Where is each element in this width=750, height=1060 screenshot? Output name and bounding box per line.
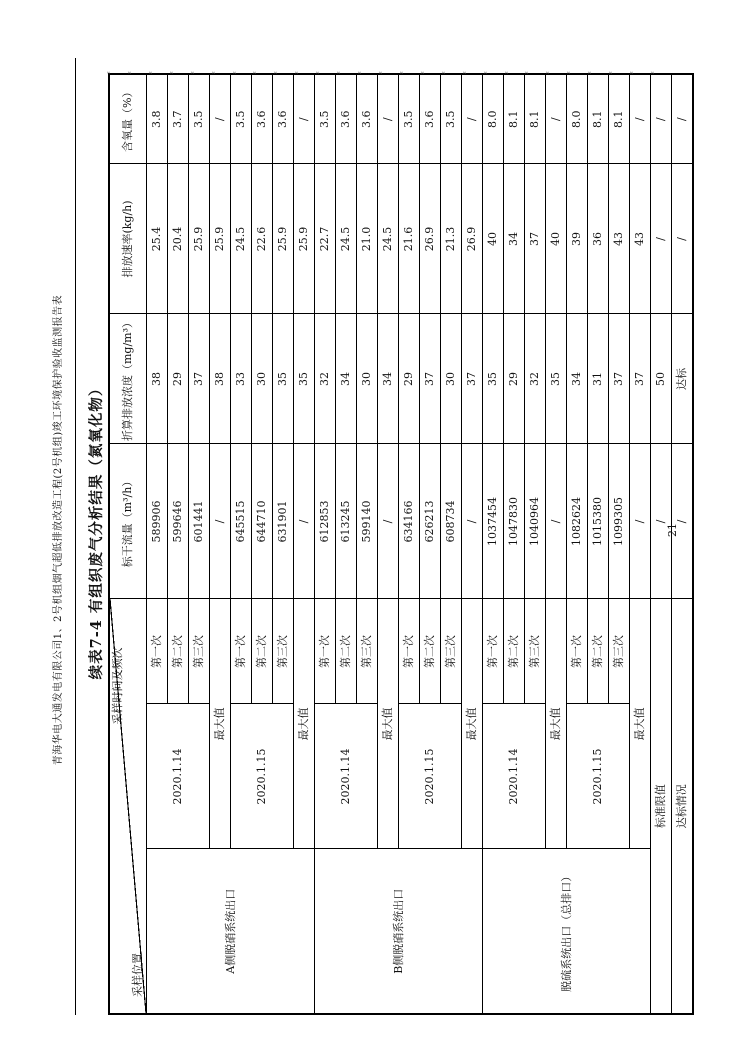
row-end-mark: ² — [252, 71, 261, 74]
flow-cell: 1082624 — [567, 444, 588, 599]
rate-cell: 20.4 — [168, 164, 189, 314]
o2-cell: 3.5 — [399, 74, 420, 164]
row-end-mark: ² — [649, 71, 658, 74]
freq-cell: 第三次 — [441, 599, 462, 704]
corner-label-location: 采样位置 — [131, 953, 145, 997]
o2-cell: 3.6 — [336, 74, 357, 164]
document-header: 青海华电大通发电有限公司1、2号机组烟气超低排放改造工程(2号机组)竣工环境保护验收监测报告表 — [53, 294, 64, 766]
conc-cell: 34 — [378, 314, 399, 444]
flow-cell: 645515 — [231, 444, 252, 599]
freq-cell: 第三次 — [609, 599, 630, 704]
freq-cell: 第三次 — [273, 599, 294, 704]
o2-cell: 3.5 — [315, 74, 336, 164]
date-cell: 2020.1.15 — [399, 704, 462, 849]
header-row — [109, 74, 147, 1014]
conc-cell: 37 — [420, 314, 441, 444]
corner-cell — [109, 599, 147, 1014]
o2-cell: 3.6 — [273, 74, 294, 164]
flow-cell: 626213 — [420, 444, 441, 599]
row-end-mark: ² — [357, 71, 366, 74]
row-end-mark: ² — [189, 71, 198, 74]
corner-label-time: 采样时间及频次 — [111, 647, 124, 725]
limit-label-cell: 标准限值 — [651, 599, 672, 1014]
flow-cell: / — [672, 444, 694, 599]
o2-cell: / — [672, 74, 694, 164]
o2-cell: 8.1 — [588, 74, 609, 164]
freq-cell: 第一次 — [315, 599, 336, 704]
compliance-label-cell: 达标情况 — [672, 599, 694, 1014]
row-end-mark: ² — [294, 71, 303, 74]
freq-cell: 第二次 — [168, 599, 189, 704]
rate-cell: 21.6 — [399, 164, 420, 314]
o2-cell: 3.5 — [231, 74, 252, 164]
flow-cell: 631901 — [273, 444, 294, 599]
row-end-mark: ² — [503, 71, 512, 74]
row-end-mark: ² — [147, 71, 156, 74]
row-end-mark: ² — [231, 71, 240, 74]
results-table — [108, 73, 694, 1015]
conc-cell: 37 — [189, 314, 210, 444]
max-label-cell: 最大值 — [294, 599, 315, 849]
row-end-mark: ² — [545, 71, 554, 74]
table-container — [108, 73, 694, 1015]
rate-cell: 43 — [630, 164, 651, 314]
flow-cell: 612853 — [315, 444, 336, 599]
rate-cell: 21.0 — [357, 164, 378, 314]
row-end-mark: ² — [377, 71, 386, 74]
flow-cell: / — [630, 444, 651, 599]
conc-cell: 38 — [147, 314, 168, 444]
freq-cell: 第一次 — [483, 599, 504, 704]
rate-cell: 36 — [588, 164, 609, 314]
rate-cell: 25.9 — [210, 164, 231, 314]
max-label-cell: 最大值 — [546, 599, 567, 849]
flow-cell: 589906 — [147, 444, 168, 599]
flow-cell: 1099305 — [609, 444, 630, 599]
row-end-mark: ² — [440, 71, 449, 74]
rate-cell: / — [651, 164, 672, 314]
date-cell: 2020.1.14 — [483, 704, 546, 849]
flow-cell: / — [462, 444, 483, 599]
row-end-mark: ² — [336, 71, 345, 74]
table-title: 续表7-4 有组织废气分析结果（氮氧化物） — [88, 380, 105, 680]
rate-cell: 25.9 — [273, 164, 294, 314]
o2-cell: 3.5 — [441, 74, 462, 164]
freq-cell: 第二次 — [252, 599, 273, 704]
rate-cell: 25.9 — [189, 164, 210, 314]
location-cell: 脱硫系统出口（总排口） — [483, 849, 651, 1014]
conc-cell: 30 — [252, 314, 273, 444]
o2-cell: 8.1 — [525, 74, 546, 164]
flow-cell: 601441 — [189, 444, 210, 599]
o2-cell: / — [546, 74, 567, 164]
rate-cell: 26.9 — [462, 164, 483, 314]
row-end-mark: ² — [168, 71, 177, 74]
freq-cell: 第三次 — [357, 599, 378, 704]
conc-cell: 37 — [462, 314, 483, 444]
flow-cell: 599646 — [168, 444, 189, 599]
rate-cell: 37 — [525, 164, 546, 314]
col-header-rate: 排放速率(kg/h) — [109, 164, 147, 314]
flow-cell: / — [210, 444, 231, 599]
flow-cell: / — [294, 444, 315, 599]
rate-cell: 34 — [504, 164, 525, 314]
row-end-mark: ² — [419, 71, 428, 74]
date-cell: 2020.1.14 — [147, 704, 210, 849]
row-end-mark: ² — [587, 71, 596, 74]
o2-cell: 8.0 — [567, 74, 588, 164]
o2-cell: / — [462, 74, 483, 164]
freq-cell: 第二次 — [504, 599, 525, 704]
flow-cell: / — [651, 444, 672, 599]
rate-cell: 25.4 — [147, 164, 168, 314]
header-rule — [75, 58, 76, 1015]
location-cell: A侧脱硝系统出口 — [147, 849, 315, 1014]
conc-cell: 35 — [546, 314, 567, 444]
table-row — [147, 74, 168, 1014]
row-end-mark: ² — [398, 71, 407, 74]
conc-cell: 32 — [315, 314, 336, 444]
row-end-mark: ² — [210, 71, 219, 74]
row-end-mark: ² — [566, 71, 575, 74]
conc-cell: 37 — [609, 314, 630, 444]
conc-cell: 30 — [357, 314, 378, 444]
flow-cell: 599140 — [357, 444, 378, 599]
row-end-mark: ² — [106, 71, 114, 74]
freq-cell: 第一次 — [147, 599, 168, 704]
col-header-flow: 标干流量（m³/h） — [109, 444, 147, 599]
freq-cell: 第二次 — [588, 599, 609, 704]
conc-cell: 29 — [399, 314, 420, 444]
rate-cell: 39 — [567, 164, 588, 314]
conc-cell: 31 — [588, 314, 609, 444]
flow-cell: 1037454 — [483, 444, 504, 599]
date-cell: 2020.1.15 — [567, 704, 630, 849]
row-end-mark: ² — [315, 71, 324, 74]
flow-cell: 634166 — [399, 444, 420, 599]
conc-cell: 50 — [651, 314, 672, 444]
o2-cell: 3.6 — [357, 74, 378, 164]
o2-cell: 3.6 — [252, 74, 273, 164]
col-header-oxygen: 含氧量（%） — [109, 74, 147, 164]
o2-cell: 3.6 — [420, 74, 441, 164]
row-end-mark: ² — [524, 71, 533, 74]
rate-cell: 25.9 — [294, 164, 315, 314]
conc-cell: 达标 — [672, 314, 694, 444]
rate-cell: 24.5 — [336, 164, 357, 314]
o2-cell: / — [294, 74, 315, 164]
rate-cell: 40 — [546, 164, 567, 314]
o2-cell: 8.1 — [609, 74, 630, 164]
o2-cell: / — [210, 74, 231, 164]
conc-cell: 38 — [210, 314, 231, 444]
flow-cell: 1040964 — [525, 444, 546, 599]
conc-cell: 32 — [525, 314, 546, 444]
freq-cell: 第二次 — [336, 599, 357, 704]
flow-cell: 644710 — [252, 444, 273, 599]
flow-cell: 608734 — [441, 444, 462, 599]
freq-cell: 第一次 — [231, 599, 252, 704]
rate-cell: 43 — [609, 164, 630, 314]
freq-cell: 第三次 — [525, 599, 546, 704]
conc-cell: 34 — [567, 314, 588, 444]
flow-cell: / — [546, 444, 567, 599]
o2-cell: / — [630, 74, 651, 164]
row-end-mark: ² — [273, 71, 282, 74]
row-end-mark: ² — [461, 71, 470, 74]
row-end-mark: ² — [482, 71, 491, 74]
flow-cell: 613245 — [336, 444, 357, 599]
freq-cell: 第一次 — [399, 599, 420, 704]
max-label-cell: 最大值 — [462, 599, 483, 849]
conc-cell: 35 — [294, 314, 315, 444]
page-number: 21 — [666, 523, 679, 537]
table-row — [483, 74, 504, 1014]
freq-cell: 第一次 — [567, 599, 588, 704]
rate-cell: 21.3 — [441, 164, 462, 314]
flow-cell: 1047830 — [504, 444, 525, 599]
col-header-concentration: 折算排放浓度（mg/m³） — [109, 314, 147, 444]
flow-cell: 1015380 — [588, 444, 609, 599]
conc-cell: 33 — [231, 314, 252, 444]
location-cell: B侧脱硝系统出口 — [315, 849, 483, 1014]
rate-cell: 26.9 — [420, 164, 441, 314]
conc-cell: 29 — [504, 314, 525, 444]
rate-cell: 24.5 — [231, 164, 252, 314]
o2-cell: 8.1 — [504, 74, 525, 164]
o2-cell: 3.8 — [147, 74, 168, 164]
rate-cell: 40 — [483, 164, 504, 314]
row-end-marks — [106, 71, 658, 74]
conc-cell: 30 — [441, 314, 462, 444]
max-label-cell: 最大值 — [378, 599, 399, 849]
rate-cell: / — [672, 164, 694, 314]
max-label-cell: 最大值 — [630, 599, 651, 849]
rate-cell: 24.5 — [378, 164, 399, 314]
freq-cell: 第二次 — [420, 599, 441, 704]
date-cell: 2020.1.15 — [231, 704, 294, 849]
rate-cell: 22.6 — [252, 164, 273, 314]
freq-cell: 第三次 — [189, 599, 210, 704]
row-end-mark: ² — [126, 71, 135, 74]
o2-cell: / — [651, 74, 672, 164]
conc-cell: 34 — [336, 314, 357, 444]
conc-cell: 35 — [273, 314, 294, 444]
flow-cell: / — [378, 444, 399, 599]
conc-cell: 37 — [630, 314, 651, 444]
o2-cell: / — [378, 74, 399, 164]
date-cell: 2020.1.14 — [315, 704, 378, 849]
o2-cell: 3.5 — [189, 74, 210, 164]
max-label-cell: 最大值 — [210, 599, 231, 849]
conc-cell: 35 — [483, 314, 504, 444]
o2-cell: 3.7 — [168, 74, 189, 164]
rate-cell: 22.7 — [315, 164, 336, 314]
row-end-mark: ² — [608, 71, 617, 74]
row-end-mark: ² — [629, 71, 638, 74]
o2-cell: 8.0 — [483, 74, 504, 164]
table-row — [315, 74, 336, 1014]
conc-cell: 29 — [168, 314, 189, 444]
